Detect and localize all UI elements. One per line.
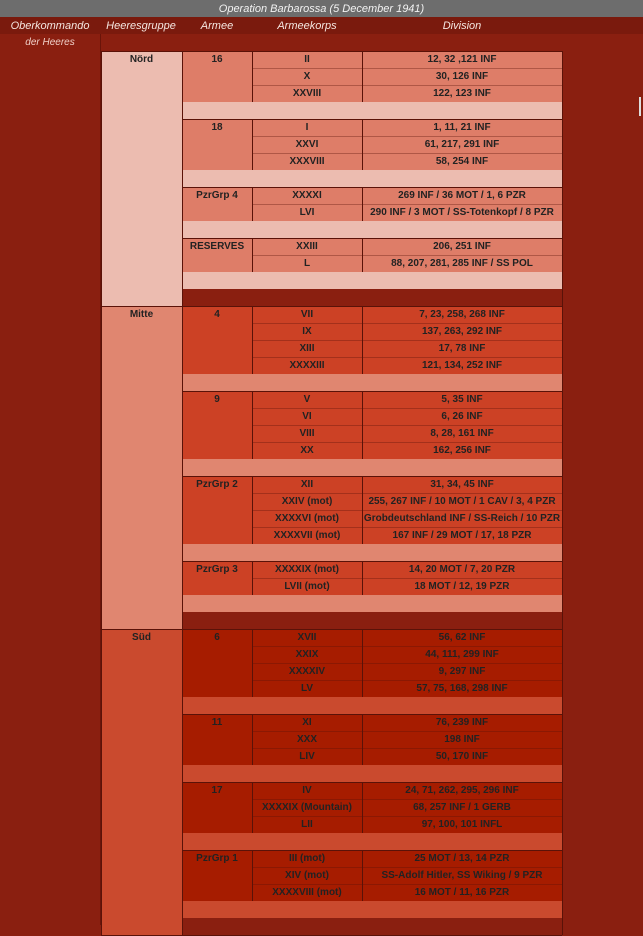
row-divider	[252, 357, 562, 358]
row-divider	[252, 442, 562, 443]
army-name: RESERVES	[189, 241, 245, 252]
korps-cell: V	[303, 394, 311, 405]
army-name: 16	[211, 54, 223, 65]
army-name: PzrGrp 1	[196, 853, 238, 864]
row-divider	[252, 425, 562, 426]
army-spacer	[182, 459, 562, 476]
division-cell: 8, 28, 161 INF	[430, 428, 494, 439]
army-spacer	[182, 221, 562, 238]
korps-cell: XIV (mot)	[285, 870, 329, 881]
korps-cell: XXIV (mot)	[281, 496, 333, 507]
korps-cell: LVII (mot)	[284, 581, 330, 592]
row-divider	[252, 136, 562, 137]
korps-cell: VIII	[299, 428, 315, 439]
korps-cell: XX	[300, 445, 314, 456]
heeresgruppe-block	[101, 629, 182, 935]
korps-cell: II	[304, 54, 310, 65]
division-cell: 17, 78 INF	[438, 343, 486, 354]
row-divider	[252, 799, 562, 800]
heeresgruppe-block	[101, 306, 182, 629]
army-name: 18	[211, 122, 223, 133]
korps-cell: XXXXIII	[289, 360, 325, 371]
row-divider	[252, 527, 562, 528]
group-top-border	[101, 51, 562, 52]
army-top-border	[182, 476, 562, 477]
division-cell: 198 INF	[444, 734, 480, 745]
army-divider	[252, 714, 253, 765]
row-divider	[252, 85, 562, 86]
korps-cell: XXVIII	[292, 88, 322, 99]
army-divider	[252, 51, 253, 102]
korps-cell: XXXXIX (Mountain)	[262, 802, 352, 813]
division-cell: 44, 111, 299 INF	[425, 649, 499, 660]
division-cell: 269 INF / 36 MOT / 1, 6 PZR	[398, 190, 526, 201]
header-armeekorps: Armeekorps	[277, 20, 337, 32]
korps-cell: X	[303, 71, 311, 82]
korps-divider	[362, 391, 363, 459]
army-divider	[252, 187, 253, 221]
korps-cell: XI	[302, 717, 312, 728]
army-divider	[252, 561, 253, 595]
army-spacer	[182, 697, 562, 714]
army-top-border	[182, 119, 562, 120]
korps-cell: LVI	[299, 207, 315, 218]
division-cell: SS-Adolf Hitler, SS Wiking / 9 PZR	[381, 870, 543, 881]
heeresgruppe-name: Nörd	[129, 54, 154, 65]
army-top-border	[182, 391, 562, 392]
division-cell: 61, 217, 291 INF	[424, 139, 500, 150]
army-top-border	[182, 782, 562, 783]
row-divider	[252, 493, 562, 494]
army-spacer	[182, 595, 562, 612]
korps-cell: XXXXVIII (mot)	[272, 887, 342, 898]
division-cell: 5, 35 INF	[441, 394, 483, 405]
column-header-row	[0, 17, 643, 34]
division-cell: 18 MOT / 12, 19 PZR	[414, 581, 510, 592]
division-cell: 12, 32 ,121 INF	[427, 54, 497, 65]
army-divider	[252, 391, 253, 459]
row-divider	[252, 884, 562, 885]
korps-cell: LIV	[299, 751, 315, 762]
army-spacer	[182, 272, 562, 289]
army-spacer	[182, 374, 562, 391]
row-divider	[252, 255, 562, 256]
division-cell: 57, 75, 168, 298 INF	[416, 683, 508, 694]
korps-divider	[362, 850, 363, 901]
army-divider	[252, 850, 253, 901]
division-cell: 30, 126 INF	[435, 71, 489, 82]
row-divider	[252, 748, 562, 749]
korps-divider	[362, 238, 363, 272]
division-cell: 58, 254 INF	[435, 156, 489, 167]
army-divider	[252, 238, 253, 272]
korps-cell: XXIII	[296, 241, 318, 252]
division-cell: Grobdeutschland INF / SS-Reich / 10 PZR	[363, 513, 561, 524]
group-top-border	[101, 629, 562, 630]
army-spacer	[182, 544, 562, 561]
korps-cell: IV	[302, 785, 312, 796]
korps-cell: III (mot)	[288, 853, 326, 864]
army-spacer	[182, 765, 562, 782]
header-oberkommando: Oberkommando	[10, 20, 90, 32]
army-name: 9	[214, 394, 220, 405]
row-divider	[252, 340, 562, 341]
row-divider	[252, 68, 562, 69]
korps-cell: XXXXI	[292, 190, 322, 201]
korps-cell: LV	[300, 683, 314, 694]
korps-cell: XIII	[299, 343, 315, 354]
korps-cell: XXXXVI (mot)	[275, 513, 339, 524]
division-cell: 206, 251 INF	[433, 241, 491, 252]
row-divider	[252, 578, 562, 579]
army-name: 4	[214, 309, 220, 320]
division-cell: 167 INF / 29 MOT / 17, 18 PZR	[392, 530, 532, 541]
division-cell: 76, 239 INF	[435, 717, 489, 728]
division-cell: 16 MOT / 11, 16 PZR	[414, 887, 510, 898]
row-divider	[252, 731, 562, 732]
army-top-border	[182, 238, 562, 239]
scroll-marker[interactable]	[639, 97, 641, 116]
army-name: PzrGrp 4	[196, 190, 238, 201]
army-top-border	[182, 561, 562, 562]
division-cell: 88, 207, 281, 285 INF / SS POL	[391, 258, 533, 269]
group-right-border	[562, 51, 563, 306]
division-cell: 122, 123 INF	[433, 88, 491, 99]
korps-cell: XVII	[297, 632, 317, 643]
division-cell: 24, 71, 262, 295, 296 INF	[405, 785, 519, 796]
heeresgruppe-divider	[182, 306, 183, 629]
army-name: 11	[211, 717, 223, 728]
row-divider	[252, 663, 562, 664]
korps-cell: XXXXIX (mot)	[275, 564, 339, 575]
korps-cell: XXIX	[295, 649, 319, 660]
korps-cell: LII	[301, 819, 313, 830]
row-divider	[252, 867, 562, 868]
division-cell: 1, 11, 21 INF	[433, 122, 491, 133]
division-cell: 9, 297 INF	[438, 666, 486, 677]
army-spacer	[182, 170, 562, 187]
group-right-border	[562, 306, 563, 629]
row-divider	[252, 323, 562, 324]
division-cell: 14, 20 MOT / 7, 20 PZR	[408, 564, 516, 575]
division-cell: 137, 263, 292 INF	[421, 326, 503, 337]
army-top-border	[182, 714, 562, 715]
heeresgruppe-block	[101, 51, 182, 306]
korps-cell: VI	[302, 411, 312, 422]
korps-cell: I	[305, 122, 309, 133]
division-cell: 162, 256 INF	[433, 445, 491, 456]
heeresgruppe-name: Mitte	[129, 309, 154, 320]
row-divider	[252, 816, 562, 817]
group-left-border	[101, 306, 102, 629]
heeresgruppe-divider	[182, 51, 183, 306]
division-cell: 97, 100, 101 INFL	[421, 819, 503, 830]
army-top-border	[182, 850, 562, 851]
group-left-border	[101, 629, 102, 935]
group-top-border	[101, 306, 562, 307]
row-divider	[252, 204, 562, 205]
army-spacer	[182, 102, 562, 119]
korps-divider	[362, 561, 363, 595]
army-name: PzrGrp 2	[196, 479, 238, 490]
division-cell: 121, 134, 252 INF	[421, 360, 503, 371]
heeresgruppe-name: Süd	[132, 632, 151, 643]
army-top-border	[182, 187, 562, 188]
division-cell: 290 INF / 3 MOT / SS-Totenkopf / 8 PZR	[370, 207, 554, 218]
army-divider	[252, 306, 253, 374]
korps-divider	[362, 51, 363, 102]
korps-cell: IX	[302, 326, 312, 337]
group-right-border	[562, 629, 563, 935]
korps-divider	[362, 476, 363, 544]
korps-divider	[362, 187, 363, 221]
army-spacer	[182, 833, 562, 850]
division-cell: 255, 267 INF / 10 MOT / 1 CAV / 3, 4 PZR	[368, 496, 556, 507]
korps-cell: XII	[300, 479, 314, 490]
korps-divider	[362, 629, 363, 697]
korps-divider	[362, 119, 363, 170]
army-name: 17	[211, 785, 223, 796]
korps-cell: L	[303, 258, 311, 269]
korps-cell: VII	[300, 309, 314, 320]
army-divider	[252, 476, 253, 544]
korps-cell: XXXXIV	[288, 666, 326, 677]
division-cell: 7, 23, 258, 268 INF	[419, 309, 505, 320]
army-spacer	[182, 901, 562, 918]
korps-divider	[362, 782, 363, 833]
oberkommando-column	[0, 34, 101, 925]
page-title: Operation Barbarossa (5 December 1941)	[0, 0, 643, 17]
army-name: PzrGrp 3	[196, 564, 238, 575]
korps-cell: XXXXVII (mot)	[273, 530, 341, 541]
heeresgruppe-divider	[182, 629, 183, 935]
army-name: 6	[214, 632, 220, 643]
division-cell: 56, 62 INF	[438, 632, 486, 643]
division-cell: 31, 34, 45 INF	[430, 479, 494, 490]
row-divider	[252, 510, 562, 511]
header-division: Division	[442, 20, 482, 32]
division-cell: 50, 170 INF	[435, 751, 489, 762]
army-divider	[252, 119, 253, 170]
row-divider	[252, 153, 562, 154]
army-divider	[252, 782, 253, 833]
korps-cell: XXVI	[295, 139, 319, 150]
korps-cell: XXXVIII	[289, 156, 325, 167]
group-left-border	[101, 51, 102, 306]
subheader-der-heeres: der Heeres	[25, 37, 75, 48]
row-divider	[252, 408, 562, 409]
division-cell: 6, 26 INF	[441, 411, 483, 422]
row-divider	[252, 646, 562, 647]
row-divider	[252, 680, 562, 681]
korps-cell: XXX	[296, 734, 317, 745]
army-divider	[252, 629, 253, 697]
division-cell: 25 MOT / 13, 14 PZR	[414, 853, 510, 864]
header-armee: Armee	[200, 20, 234, 32]
division-cell: 68, 257 INF / 1 GERB	[413, 802, 511, 813]
korps-divider	[362, 306, 363, 374]
header-heeresgruppe: Heeresgruppe	[106, 20, 176, 32]
korps-divider	[362, 714, 363, 765]
